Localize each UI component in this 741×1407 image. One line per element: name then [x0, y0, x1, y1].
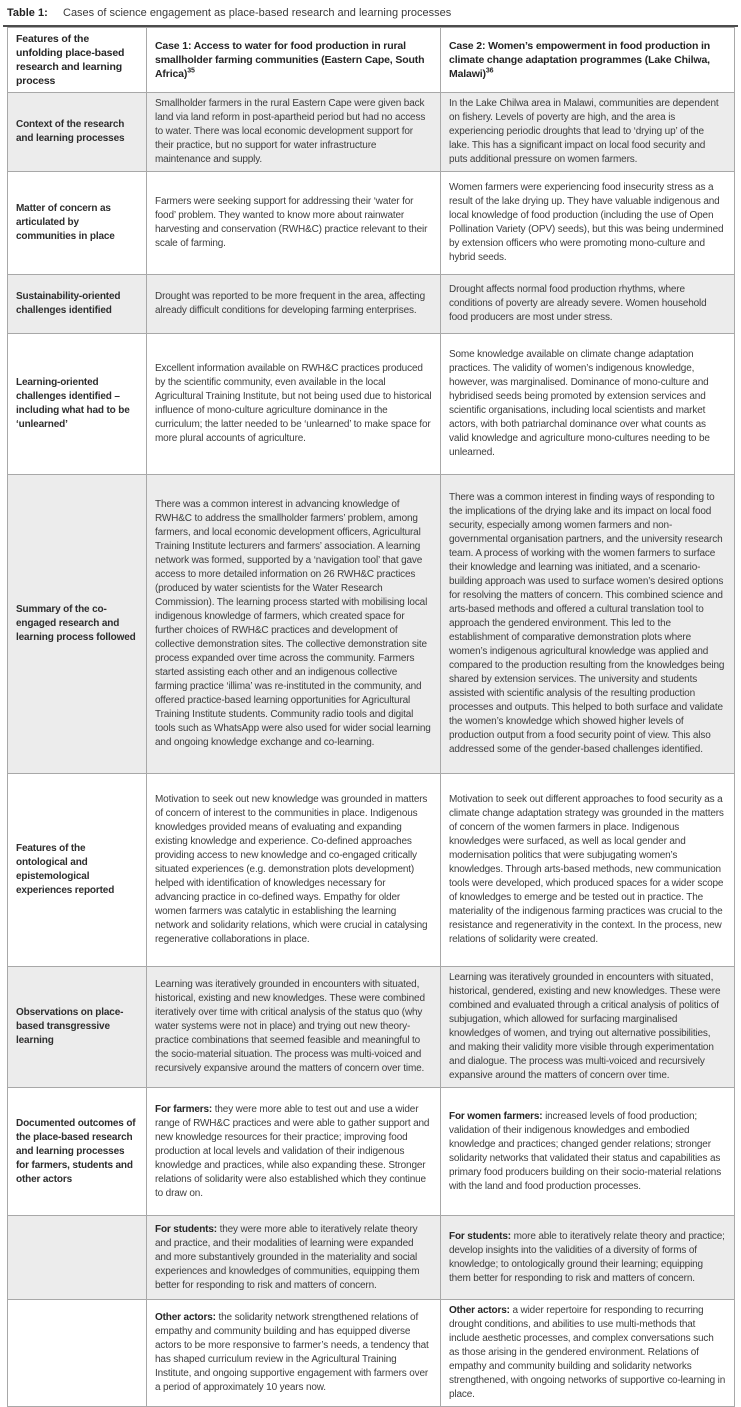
header-case2-column	[441, 28, 735, 93]
table-row	[8, 275, 735, 334]
cell-observations-case2: Learning was iteratively grounded in encounters with situated, historical, gendered, existing and new knowledges. These were combined and evaluated through a critical analysis of politics of subjugation, which allowed for surfacing marginalised knowledges of women, and trying out alternative possibilities, and making their validity more visible through experimentation and dialogue. The process was multi-voiced and recursively expansive around the matters of concern over time.	[441, 967, 735, 1088]
outcome-text-other-actors-case2: a wider repertoire for responding to recurring drought conditions, and abilities to use multi-methods that include aesthetic processes, and complex conversations such as those arising in the gendered environment. Relations of empathy and community building and solidarity networks strengthened, with ongoing networks of supportive co-learning in place.	[449, 1305, 726, 1400]
table-caption-text: Cases of science engagement as place-based research and learning processes	[63, 7, 452, 19]
outcome-prefix-farmers: For farmers:	[155, 1103, 213, 1115]
outcome-text-farmers-case1: they were more able to test out and use a wider range of RWH&C practices and were able to gather support and new knowledge resources for their practice; improving food production at local levels and validation of their indigenous knowledge and practices, while also expanding these. Stronger relations of solidarity were also established which they continue to draw on.	[155, 1103, 430, 1199]
outcome-prefix-students-case1: For students:	[155, 1223, 217, 1235]
cell-outcomes-students-case2	[441, 1216, 735, 1300]
row-label-empty	[8, 1300, 147, 1407]
table-header-row	[8, 28, 735, 93]
cell-outcomes-students-case1	[147, 1216, 441, 1300]
outcome-prefix-students-case2: For students:	[449, 1230, 511, 1242]
row-label-context: Context of the research and learning processes	[8, 93, 147, 172]
cases-table	[7, 27, 735, 1407]
row-label-learning-challenges: Learning-oriented challenges identified – including what had to be ‘unlearned’	[8, 334, 147, 475]
table-row	[8, 1088, 735, 1216]
table-row	[8, 967, 735, 1088]
cell-observations-case1: Learning was iteratively grounded in encounters with situated, historical, existing and new knowledges. These were combined iteratively over time with critical analysis of the status quo (why water systems were not in place) and trying out new theory-practice combinations that seemed feasible and meaningful to the socio-material situation. The process was multi-voiced and recursively expansive around the matters of concern over time.	[147, 967, 441, 1088]
outcome-text-other-actors-case1: the solidarity network strengthened relations of empathy and community building and has equipped diverse actors to be more responsive to farmer’s needs, a tendency that has shaped curriculum review in the Agricultural Training Institute, and ongoing supportive engagement with farmers over a period of approximately 10 years now.	[155, 1312, 429, 1393]
cell-learning-challenges-case1: Excellent information available on RWH&C practices produced by the scientific community, even available in the local Agricultural Training Institute, but not being used due to historical influence of mono-culture agriculture dominance in the curriculum; the latter needed to be ‘unlearned’ to make space for more plural accounts of agriculture.	[147, 334, 441, 475]
row-label-summary-process: Summary of the co-engaged research and learning process followed	[8, 475, 147, 774]
header-case2-footnote: 36	[485, 67, 494, 75]
cell-context-case1: Smallholder farmers in the rural Eastern Cape were given back land via land reform in post-apartheid period but had no access to water. There was local economic development support for their practice, but no support for water infrastructure maintenance and supply.	[147, 93, 441, 172]
table-row	[8, 93, 735, 172]
cell-summary-case1: There was a common interest in advancing knowledge of RWH&C to address the smallholder farmers’ problem, among farmers, and local economic development officers, Agricultural Training Institute lecturers and farmers’ association. A learning network was formed, supported by a ‘navigation tool’ that gave access to more detailed information on 26 RWH&C practices (produced by water scientists for the Water Research Commission). The learning process started with mobilising local indigenous knowledge of farmers, which created space for further choices of RWH&C practices and development of collective demonstration sites. The collective demonstration site process expanded over time across the community. Farmers started assisting each other and an indigenous collective farming practice ‘illima’ was re-instituted in the community, and offered practice-based learning opportunities for Agricultural Training Institute students. Community radio tools and digital tools such as WhatsApp were also used for wider social learning and ongoing knowledge exchange and co-learning.	[147, 475, 441, 774]
table-row	[8, 1300, 735, 1407]
cell-learning-challenges-case2: Some knowledge available on climate change adaptation practices. The validity of women’s indigenous knowledge, however, was marginalised. Dominance of mono-culture and hybridised seeds being promoted by extension services and scientific organisations, including local scientists and market actors, with both patriarchal dominance over what counts as valid knowledge and agriculture mono-cultures needing to be unlearned.	[441, 334, 735, 475]
cell-context-case2: In the Lake Chilwa area in Malawi, communities are dependent on fishery. Levels of poverty are high, and the area is experiencing periodic droughts that lead to ‘drying up’ of the lake. This has a significant impact on local food security and puts additional pressure on women farmers.	[441, 93, 735, 172]
table-caption-number: Table 1:	[7, 7, 48, 19]
outcome-prefix-other-actors-case2: Other actors:	[449, 1305, 510, 1316]
table-row	[8, 475, 735, 774]
header-case1-column	[147, 28, 441, 93]
table-row	[8, 334, 735, 475]
outcome-prefix-women-farmers: For women farmers:	[449, 1110, 543, 1122]
header-case1-footnote: 35	[187, 67, 195, 75]
header-features-column: Features of the unfolding place-based research and learning process	[8, 28, 147, 93]
outcome-text-students-case1: they were more able to iteratively relate theory and practice, and their modalities of learning were expanded and more substantively grounded in the materiality and social experiences and knowledges of communities, equipping them better for responding to risk and matters of concern.	[155, 1223, 420, 1291]
cell-matter-case1: Farmers were seeking support for addressing their ‘water for food’ problem. They wanted to know more about rainwater harvesting and conservation (RWH&C) practice relevant to their scale of farming.	[147, 172, 441, 275]
cell-sustainability-case2: Drought affects normal food production rhythms, where conditions of poverty are already severe. Women household food producers are most under stress.	[441, 275, 735, 334]
row-label-ontological-features: Features of the ontological and epistemological experiences reported	[8, 774, 147, 967]
cell-ontological-case1: Motivation to seek out new knowledge was grounded in matters of concern of interest to the communities in place. Indigenous knowledges provided means of evaluating and expanding existing knowledge and experience. Co-defined approaches providing access to new knowledge and co-engaged critically situated experiences (e.g. demonstration plots development) helped with identification of knowledges necessary for advancing practice in co-defined ways. Empathy for older women farmers was catalytic in establishing the learning network and solidarity relations, which were crucial in catalysing regenerative collaborations in place.	[147, 774, 441, 967]
row-label-empty	[8, 1216, 147, 1300]
table-row	[8, 172, 735, 275]
row-label-documented-outcomes: Documented outcomes of the place-based research and learning processes for farmers, students and other actors	[8, 1088, 147, 1216]
cell-outcomes-other-actors-case2	[441, 1300, 735, 1407]
cell-matter-case2: Women farmers were experiencing food insecurity stress as a result of the lake drying up. They have valuable indigenous and local knowledge of food production (including the use of Open Pollination Variety (OPV) seeds), but this was being undermined by extension officers who were promoting mono-culture and hybrid seeds.	[441, 172, 735, 275]
cell-ontological-case2: Motivation to seek out different approaches to food security as a climate change adaptation strategy was grounded in the matters of concern of the women farmers in place. Indigenous knowledges were surfaced, as well as local gender and modernisation politics that were subjugating women’s knowledges. Through arts-based methods, new communication tools were developed, which produced spaces for a wider scope of knowledges to emerge and be tested out in practice. The materiality of the indigenous farming practices was crucial to the resistance and regenerativity in the context. In the process, new relations of solidarity were created.	[441, 774, 735, 967]
table-row	[8, 1216, 735, 1300]
cell-summary-case2: There was a common interest in finding ways of responding to the implications of the drying lake and its impact on local food security, especially among women farmers and non-governmental organisation partners, and the university research team. A process of working with the women farmers to surface their knowledge and learning was initiated, and a scenario-building approach was used to surface women’s desired options for resolving the matters of concern. This combined science and arts-based methods and offered a cultural translation tool to approach the gendered environment. This led to the establishment of comparative demonstration plots where women’s indigenous agricultural knowledge was applied and compared to the production resulting from the knowledges being shared by extension services. The university and students assisted with scientific analysis of the resulting production processes and outputs. This helped to both surface and validate the women’s knowledge which showed higher levels of production output from a food security point of view. This also addressed some of the gender-based challenges identified.	[441, 475, 735, 774]
outcome-prefix-other-actors-case1: Other actors:	[155, 1312, 216, 1323]
outcome-text-women-farmers-case2: increased levels of food production; validation of their indigenous knowledges and embodied knowledge and practices; changed gender relations; stronger solidarity networks that validated their status and capabilities as primary food producers building on their socio-material relations with the land and food production processes.	[449, 1110, 722, 1192]
cell-sustainability-case1: Drought was reported to be more frequent in the area, affecting already difficult conditions for developing farming enterprises.	[147, 275, 441, 334]
header-case1-text: Case 1: Access to water for food production in rural smallholder farming communities (Eastern Cape, South Africa)	[155, 40, 425, 80]
row-label-matter-of-concern: Matter of concern as articulated by communities in place	[8, 172, 147, 275]
row-label-observations: Observations on place-based transgressive learning	[8, 967, 147, 1088]
header-case2-text: Case 2: Women’s empowerment in food production in climate change adaptation programmes (Lake Chilwa, Malawi)	[449, 40, 711, 80]
table-caption	[0, 0, 741, 25]
cell-outcomes-women-farmers-case2	[441, 1088, 735, 1216]
outcome-text-students-case2: more able to iteratively relate theory and practice; develop insights into the validities of a diversity of forms of knowledge; to ontologically ground their learning; equipping them better for responding to risk and matters of concern.	[449, 1230, 725, 1284]
cell-outcomes-farmers-case1	[147, 1088, 441, 1216]
cell-outcomes-other-actors-case1	[147, 1300, 441, 1407]
table-row	[8, 774, 735, 967]
row-label-sustainability-challenges: Sustainability-oriented challenges identified	[8, 275, 147, 334]
